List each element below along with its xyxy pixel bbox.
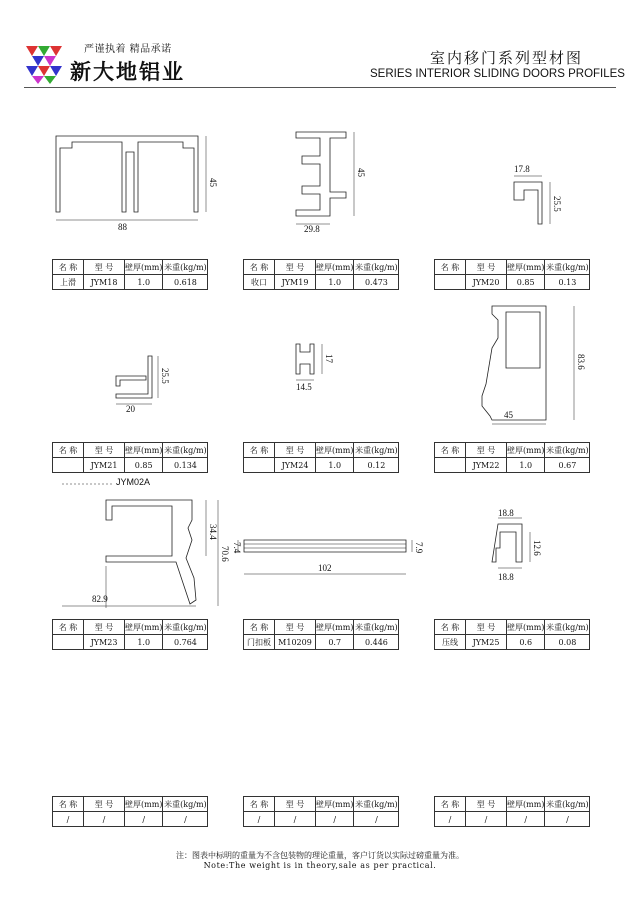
dim-text: 102	[318, 563, 332, 573]
header-model: 型 号	[466, 620, 507, 635]
header-model: 型 号	[275, 443, 316, 458]
dim-text: 7.9	[414, 542, 424, 554]
spec-table	[434, 442, 590, 473]
dim-text: 14.5	[296, 382, 312, 392]
header-wall: 壁厚(mm)	[507, 443, 545, 458]
header-wall: 壁厚(mm)	[507, 260, 545, 275]
header-model: 型 号	[275, 797, 316, 812]
header-weight: 米重(kg/m)	[354, 797, 399, 812]
cell-wall: 1.0	[316, 458, 354, 473]
cell-model: JYM23	[84, 635, 125, 650]
header-weight: 米重(kg/m)	[163, 797, 208, 812]
header-name: 名 称	[435, 620, 466, 635]
header-weight: 米重(kg/m)	[545, 260, 590, 275]
cell-weight: 0.618	[163, 275, 208, 290]
header-model: 型 号	[84, 443, 125, 458]
footer-note-cn: 注：图表中标明的重量为不含包装物的理论重量，客户订货以实际过磅重量为准。	[176, 851, 464, 860]
dim-text: 18.8	[498, 572, 514, 582]
header-model: 型 号	[466, 443, 507, 458]
dim-text: 88	[118, 222, 127, 232]
header-wall: 壁厚(mm)	[316, 620, 354, 635]
profile-drawing-m10209	[230, 530, 424, 590]
header-wall: 壁厚(mm)	[507, 797, 545, 812]
cell-weight: 0.12	[354, 458, 399, 473]
header-wall: 壁厚(mm)	[125, 443, 163, 458]
annotation-label: JYM02A	[116, 477, 151, 487]
cell-wall: 0.7	[316, 635, 354, 650]
header-wall: 壁厚(mm)	[125, 620, 163, 635]
cell-name: 上滑	[53, 275, 84, 290]
cell-model: /	[84, 812, 125, 827]
dim-text: 25.5	[160, 368, 170, 384]
header-name: 名 称	[435, 443, 466, 458]
header-weight: 米重(kg/m)	[354, 443, 399, 458]
cell-name	[244, 458, 275, 473]
cell-wall: /	[125, 812, 163, 827]
profile-drawing-jym25	[486, 508, 566, 588]
cell-model: /	[275, 812, 316, 827]
header-name: 名 称	[53, 620, 84, 635]
cell-wall: 1.0	[507, 458, 545, 473]
header-wall: 壁厚(mm)	[316, 260, 354, 275]
spec-table	[434, 796, 590, 827]
cell-model: JYM25	[466, 635, 507, 650]
header-weight: 米重(kg/m)	[545, 620, 590, 635]
profile-drawing-jym20	[500, 160, 570, 230]
cell-weight: /	[354, 812, 399, 827]
cell-model: JYM24	[275, 458, 316, 473]
dim-text: 83.6	[576, 354, 586, 370]
dim-text: 20	[126, 404, 135, 414]
cell-weight: 0.764	[163, 635, 208, 650]
profile-drawing-jym23	[56, 480, 236, 620]
header-model: 型 号	[84, 260, 125, 275]
header-weight: 米重(kg/m)	[163, 260, 208, 275]
profile-drawing-jym19	[290, 124, 380, 234]
cell-wall: 1.0	[125, 275, 163, 290]
cell-model: JYM18	[84, 275, 125, 290]
cell-weight: 0.473	[354, 275, 399, 290]
cell-name: 收口	[244, 275, 275, 290]
header-name: 名 称	[53, 443, 84, 458]
dim-text: 45	[504, 410, 513, 420]
series-title-cn: 室内移门系列型材图	[430, 49, 584, 67]
cell-wall: 0.85	[125, 458, 163, 473]
header-name: 名 称	[53, 260, 84, 275]
header-name: 名 称	[53, 797, 84, 812]
spec-table	[52, 619, 208, 650]
cell-model: /	[466, 812, 507, 827]
cell-wall: 1.0	[125, 635, 163, 650]
cell-name	[435, 458, 466, 473]
company-logo	[22, 40, 66, 84]
header-weight: 米重(kg/m)	[545, 443, 590, 458]
dim-text: 18.8	[498, 508, 514, 518]
cell-model: JYM22	[466, 458, 507, 473]
cell-name: /	[53, 812, 84, 827]
header-wall: 壁厚(mm)	[125, 797, 163, 812]
cell-name	[53, 458, 84, 473]
header-model: 型 号	[84, 797, 125, 812]
header-name: 名 称	[244, 260, 275, 275]
header-weight: 米重(kg/m)	[545, 797, 590, 812]
footer-note-en: Note:The weight is in theory,sale as per practical.	[203, 861, 437, 870]
header-model: 型 号	[466, 260, 507, 275]
cell-wall: /	[507, 812, 545, 827]
header-wall: 壁厚(mm)	[125, 260, 163, 275]
dim-text: 7.4	[232, 542, 242, 554]
header-model: 型 号	[275, 260, 316, 275]
header-model: 型 号	[466, 797, 507, 812]
cell-name	[435, 275, 466, 290]
cell-weight: 0.134	[163, 458, 208, 473]
cell-wall: 1.0	[316, 275, 354, 290]
profile-drawing-jym22	[462, 298, 592, 438]
slogan: 严谨执着 精品承诺	[84, 44, 172, 55]
cell-weight: /	[163, 812, 208, 827]
header-wall: 壁厚(mm)	[316, 443, 354, 458]
cell-weight: 0.446	[354, 635, 399, 650]
header-weight: 米重(kg/m)	[163, 443, 208, 458]
spec-table	[434, 619, 590, 650]
header-name: 名 称	[244, 797, 275, 812]
dim-text: 12.6	[532, 540, 542, 556]
dim-text: 29.8	[304, 224, 320, 234]
header-weight: 米重(kg/m)	[354, 620, 399, 635]
header-model: 型 号	[84, 620, 125, 635]
cell-name: /	[435, 812, 466, 827]
header-model: 型 号	[275, 620, 316, 635]
dim-text: 17	[324, 354, 334, 363]
profile-drawing-jym18	[48, 128, 228, 236]
dim-text: 17.8	[514, 164, 530, 174]
company-name: 新大地铝业	[70, 59, 185, 84]
cell-weight: 0.08	[545, 635, 590, 650]
cell-weight: 0.67	[545, 458, 590, 473]
dim-text: 25.5	[552, 196, 562, 212]
header-wall: 壁厚(mm)	[316, 797, 354, 812]
dim-text: 45	[356, 168, 366, 177]
spec-table	[243, 796, 399, 827]
spec-table	[52, 796, 208, 827]
header-weight: 米重(kg/m)	[354, 260, 399, 275]
spec-table	[434, 259, 590, 290]
spec-table	[52, 259, 208, 290]
header-wall: 壁厚(mm)	[507, 620, 545, 635]
cell-weight: /	[545, 812, 590, 827]
cell-name: 门扣板	[244, 635, 275, 650]
series-title-en: SERIES INTERIOR SLIDING DOORS PROFILES	[370, 68, 625, 80]
cell-model: JYM19	[275, 275, 316, 290]
cell-weight: 0.13	[545, 275, 590, 290]
dim-text: 34.4	[208, 524, 218, 540]
header-name: 名 称	[435, 260, 466, 275]
cell-wall: 0.85	[507, 275, 545, 290]
spec-table	[52, 442, 208, 473]
cell-model: JYM21	[84, 458, 125, 473]
cell-model: JYM20	[466, 275, 507, 290]
cell-model: M10209	[275, 635, 316, 650]
spec-table	[243, 619, 399, 650]
profile-drawing-jym21	[106, 352, 176, 422]
cell-wall: 0.6	[507, 635, 545, 650]
dim-text: 70.6	[220, 546, 230, 562]
spec-table	[243, 259, 399, 290]
dim-text: 45	[208, 178, 218, 187]
cell-name: 压线	[435, 635, 466, 650]
spec-table	[243, 442, 399, 473]
cell-name	[53, 635, 84, 650]
cell-wall: /	[316, 812, 354, 827]
header-divider	[24, 87, 616, 88]
header-name: 名 称	[435, 797, 466, 812]
dim-text: 82.9	[92, 594, 108, 604]
header-name: 名 称	[244, 443, 275, 458]
cell-name: /	[244, 812, 275, 827]
profile-drawing-jym24	[290, 340, 350, 400]
header-name: 名 称	[244, 620, 275, 635]
header-weight: 米重(kg/m)	[163, 620, 208, 635]
